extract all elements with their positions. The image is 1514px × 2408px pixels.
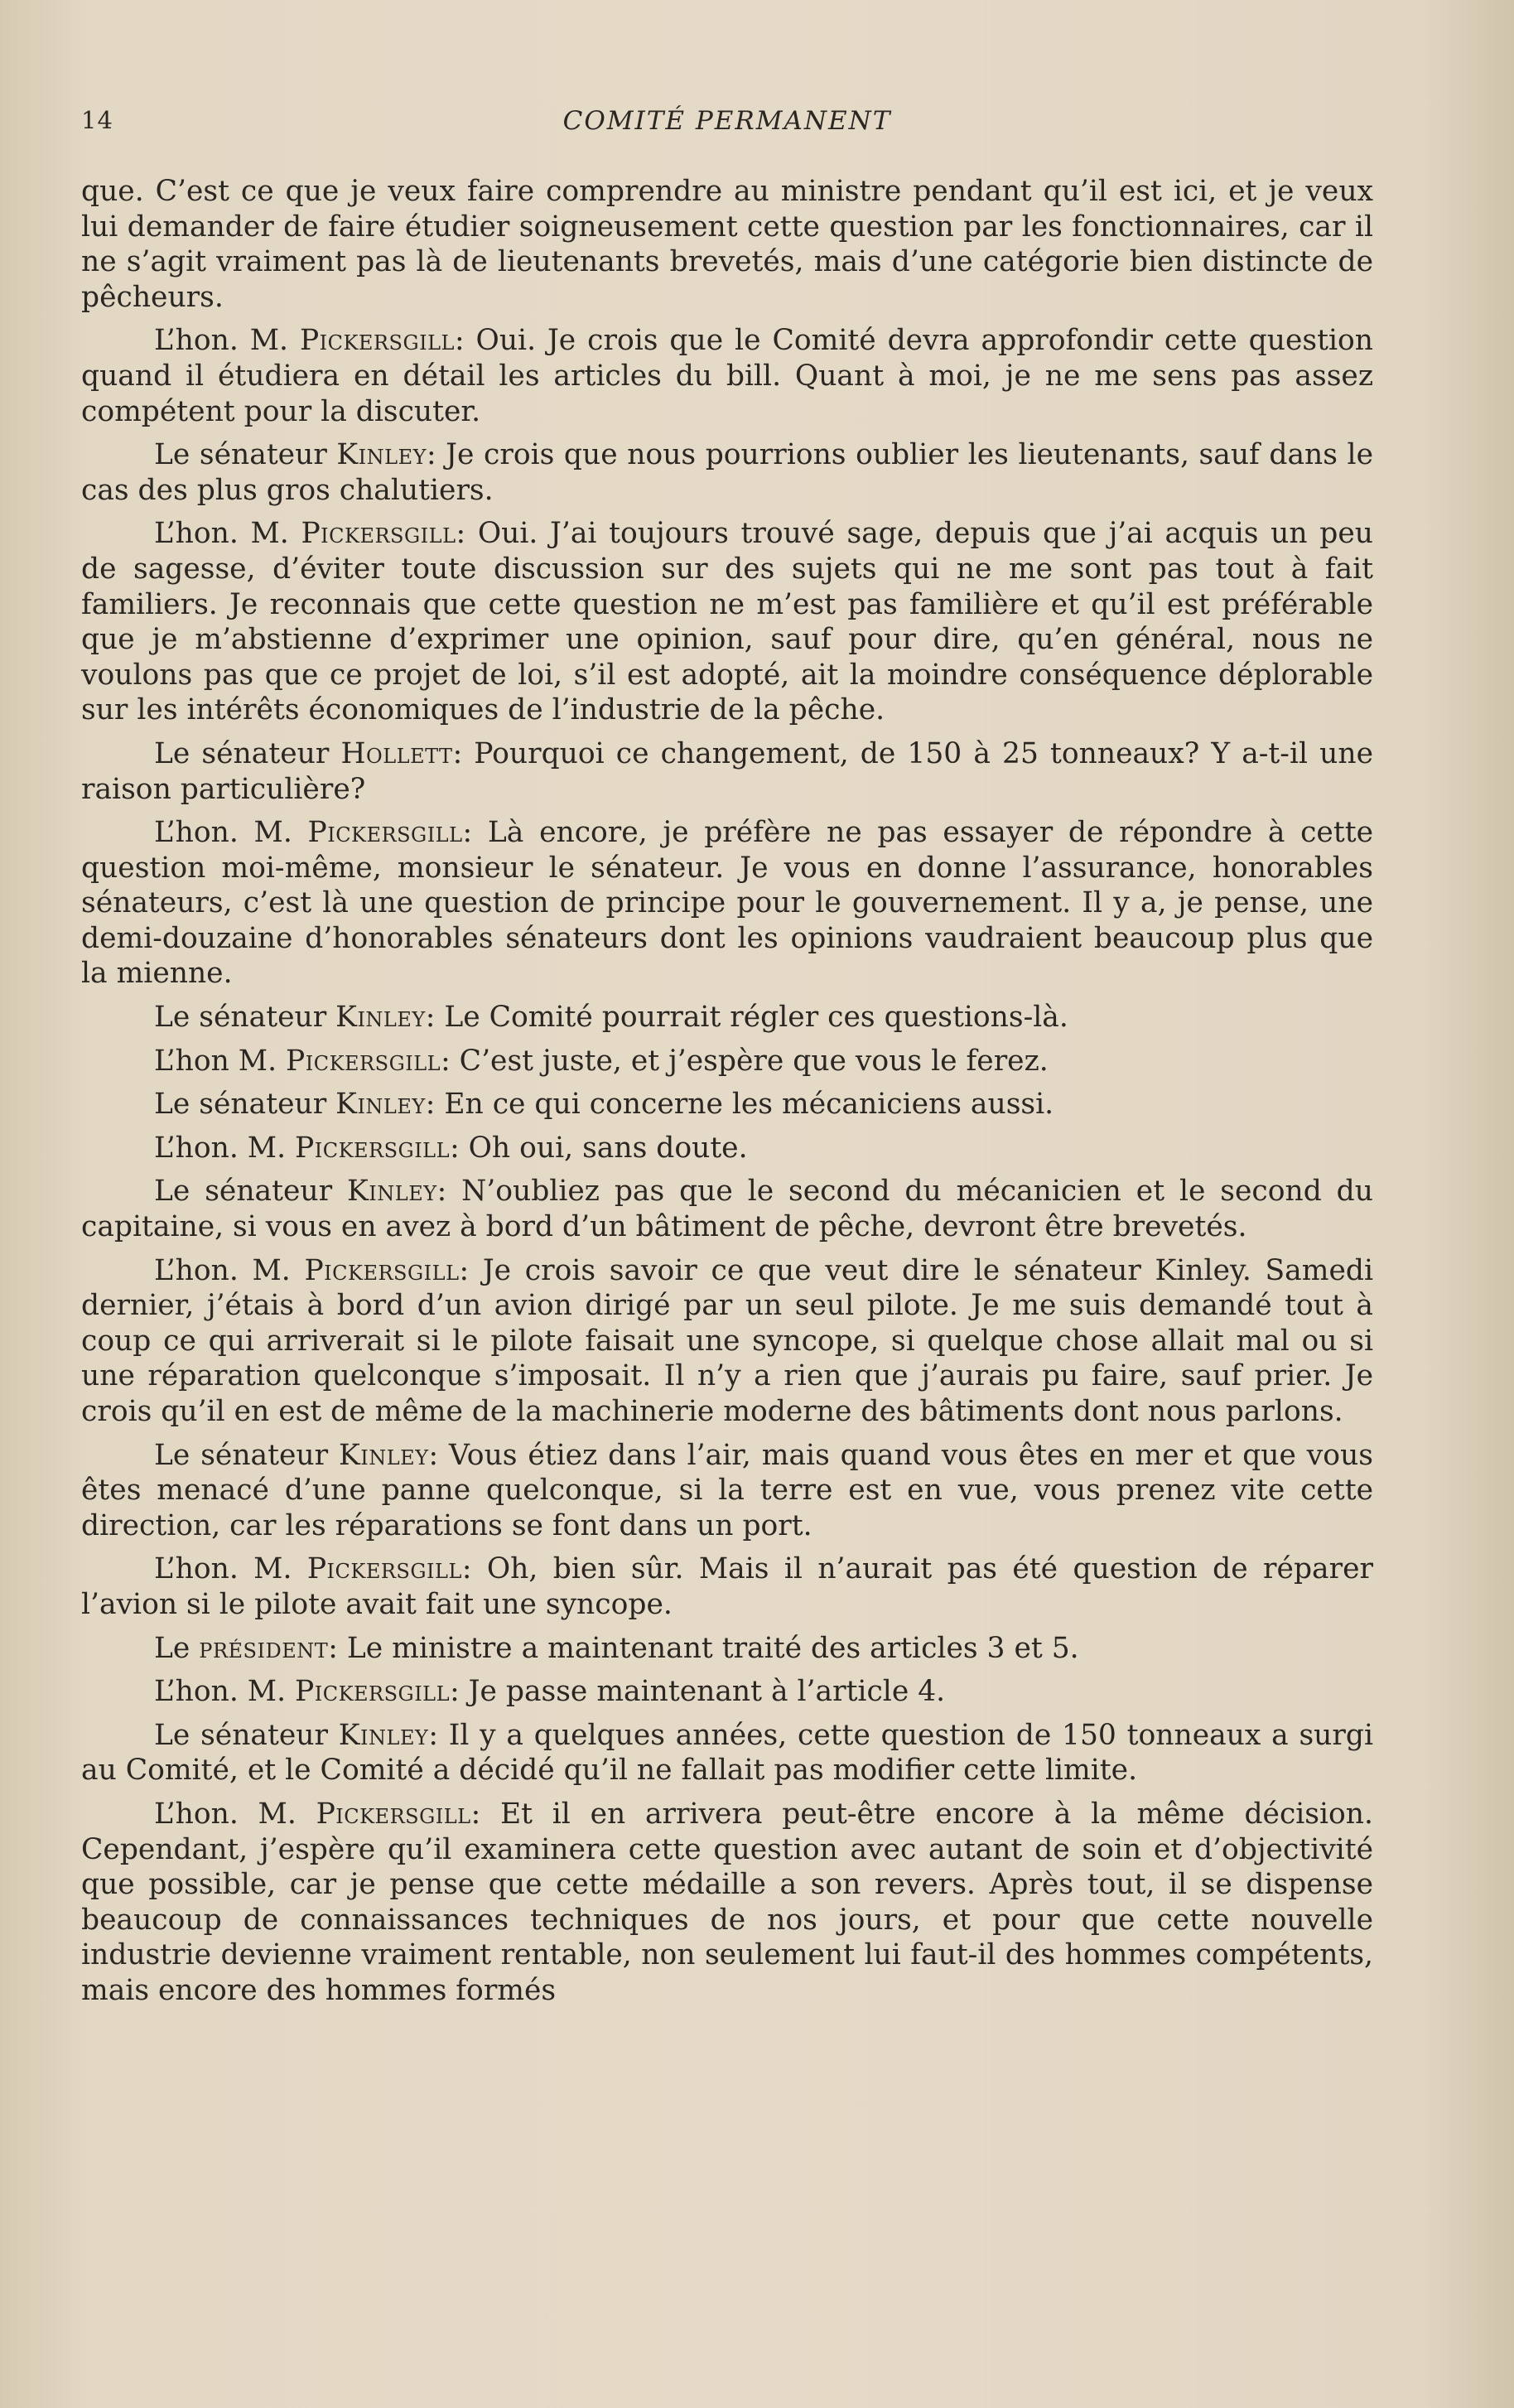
speaker-name: Pickersgill — [306, 1552, 462, 1586]
speaker-name: Hollett — [340, 736, 453, 770]
paragraph: L’hon. M. Pickersgill: Oh oui, sans doute. — [154, 1131, 748, 1165]
speaker-name: Kinley — [338, 1718, 429, 1752]
speaker-name: Pickersgill — [295, 1131, 451, 1165]
paragraph: L’hon. M. Pickersgill: Et il en arrivera peut-être encore à la même décision. Cependant, j’espère qu’il examinera cette question avec autant de soin et d’objectivité que possible, car je pense que cette médaille a son revers. Après tout, il se dispense beaucoup de connaissances techniques de nos jours, et pour que cette nouvelle industrie devienne vraiment rentable, non seulement lui faut-il des hommes compétents, mais encore des hommes formés — [81, 1797, 1373, 2007]
paragraph: L’hon. M. Pickersgill: Oui. J’ai toujours trouvé sage, depuis que j’ai acquis un peu de sagesse, d’éviter toute discussion sur des sujets qui ne me sont pas tout à fait familiers. Je reconnais que cette question ne m’est pas familière et qu’il est préférable que je m’abstienne d’exprimer une opinion, sauf pour dire, qu’en général, nous ne voulons pas que ce projet de loi, s’il est adopté, ait la moindre conséquence déplorable sur les intérêts économiques de l’industrie de la pêche. — [81, 517, 1373, 727]
speaker-name: Pickersgill — [316, 1797, 471, 1831]
speaker-name: Pickersgill — [299, 324, 455, 358]
paragraph: L’hon. M. Pickersgill: Je passe maintenant à l’article 4. — [154, 1675, 946, 1709]
paragraph: L’hon. M. Pickersgill: Je crois savoir ce que veut dire le sénateur Kinley. Samedi dernier, j’étais à bord d’un avion dirigé par un seul pilote. Je me suis demandé tout à coup ce qui arriverait si le pilote faisait une syncope, si quelque chose allait mal ou si une réparation quelconque s’imposait. Il n’y a rien que j’aurais pu faire, sauf prier. Je crois qu’il en est de même de la machinerie moderne des bâtiments dont nous parlons. — [81, 1253, 1374, 1428]
paragraph: L’hon. M. Pickersgill: Oh, bien sûr. Mais il n’aurait pas été question de réparer l’avion si le pilote avait fait une syncope. — [81, 1552, 1373, 1621]
paragraph: Le sénateur Hollett: Pourquoi ce changement, de 150 à 25 tonneaux? Y a-t-il une raison particulière? — [81, 736, 1373, 806]
page-number: 14 — [81, 106, 113, 134]
speaker-name: Pickersgill — [286, 1044, 441, 1078]
speaker-name: Pickersgill — [304, 1253, 460, 1287]
speaker-name: Pickersgill — [301, 517, 456, 551]
paragraph: Le sénateur Kinley: Il y a quelques années, cette question de 150 tonneaux a surgi au Comité, et le Comité a décidé qu’il ne fallait pas modifier cette limite. — [81, 1718, 1373, 1788]
speaker-name: Kinley — [335, 1001, 426, 1035]
speaker-name: Pickersgill — [295, 1675, 451, 1709]
paragraph: L’hon M. Pickersgill: C’est juste, et j’espère que vous le ferez. — [154, 1044, 1049, 1078]
paragraph: Le sénateur Kinley: En ce qui concerne les mécaniciens aussi. — [154, 1088, 1054, 1122]
paragraph: Le président: Le ministre a maintenant traité des articles 3 et 5. — [154, 1631, 1079, 1665]
paragraph: que. C’est ce que je veux faire comprendre au ministre pendant qu’il est ici, et je veux lui demander de faire étudier soigneusement cette question par les fonctionnaires, car il ne s’agit vraiment pas là de lieutenants brevetés, mais d’une catégorie bien distincte de pêcheurs. — [81, 175, 1373, 314]
speaker-name: Kinley — [335, 1088, 426, 1122]
running-title: COMITÉ PERMANENT — [562, 106, 892, 136]
paragraph: Le sénateur Kinley: Vous étiez dans l’air, mais quand vous êtes en mer et que vous êtes menacé d’une panne quelconque, si la terre est en vue, vous prenez vite cette direction, car les réparations se font dans un port. — [81, 1438, 1373, 1542]
paragraph: L’hon. M. Pickersgill: Là encore, je préfère ne pas essayer de répondre à cette question moi-même, monsieur le sénateur. Je vous en donne l’assurance, honorables sénateurs, c’est là une question de principe pour le gouvernement. Il y a, je pense, une demi-douzaine d’honorables sénateurs dont les opinions vaudraient beaucoup plus que la mienne. — [81, 816, 1373, 991]
speaker-name: Pickersgill — [307, 816, 463, 850]
page-header — [81, 106, 1373, 139]
speaker-name: président — [199, 1631, 329, 1665]
speaker-name: Kinley — [336, 438, 427, 472]
paragraph: L’hon. M. Pickersgill: Oui. Je crois que le Comité devra approfondir cette question quand il étudiera en détail les articles du bill. Quant à moi, je ne me sens pas assez compétent pour la discuter. — [81, 324, 1373, 428]
paragraph: Le sénateur Kinley: N’oubliez pas que le second du mécanicien et le second du capitaine, si vous en avez à bord d’un bâtiment de pêche, devront être brevetés. — [81, 1175, 1373, 1244]
speaker-name: Kinley — [347, 1175, 437, 1209]
paragraph: Le sénateur Kinley: Le Comité pourrait régler ces questions-là. — [154, 1001, 1068, 1035]
paragraph: Le sénateur Kinley: Je crois que nous pourrions oublier les lieutenants, sauf dans le cas des plus gros chalutiers. — [81, 438, 1374, 507]
speaker-name: Kinley — [338, 1438, 429, 1472]
body-text — [81, 174, 1373, 2017]
